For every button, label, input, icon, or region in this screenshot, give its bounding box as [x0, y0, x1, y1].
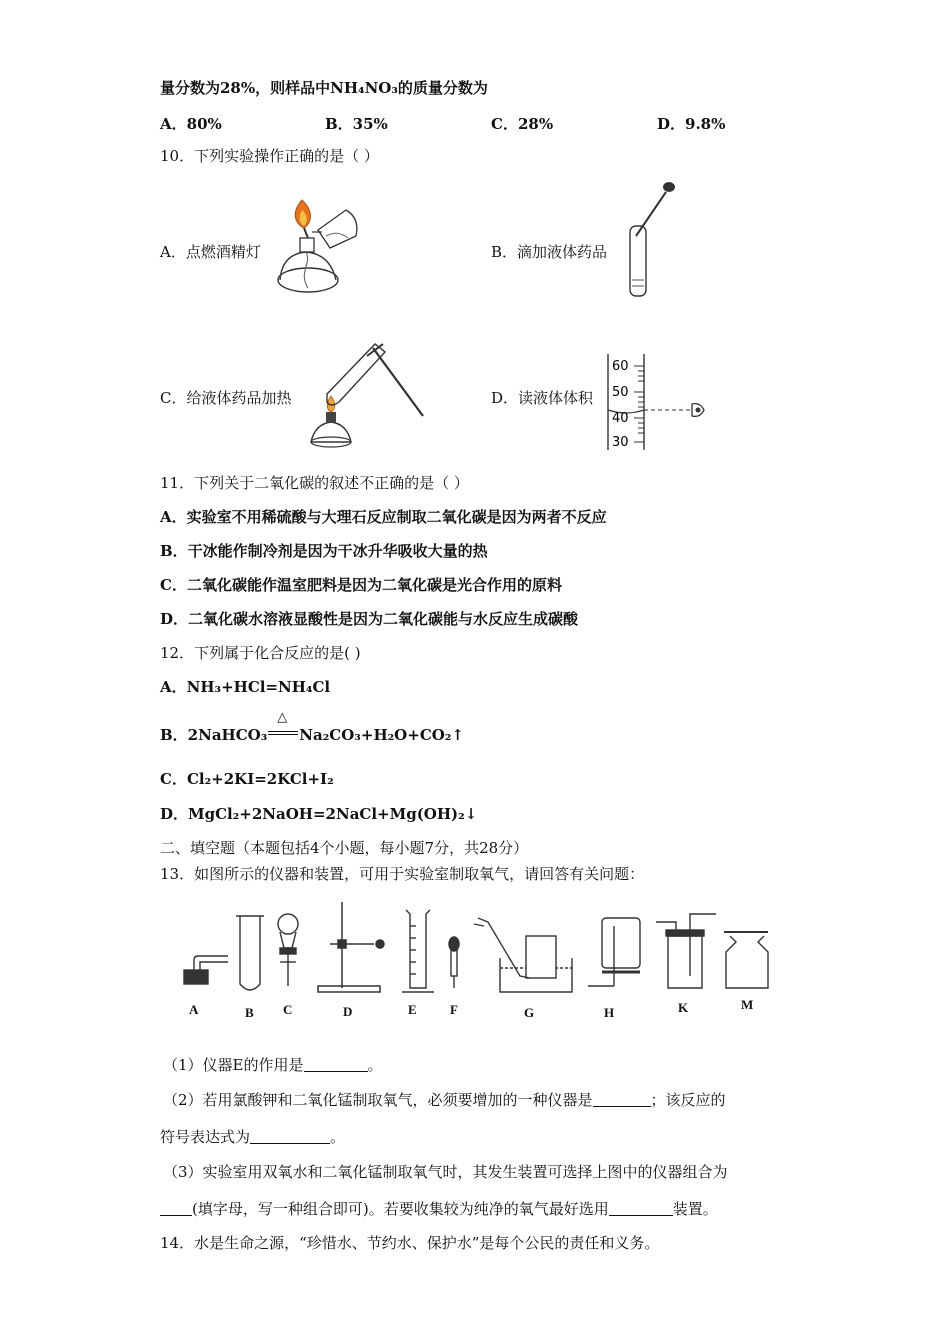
apparatus-a-stopper: [184, 956, 228, 984]
q12-option-d: D．MgCl₂+2NaOH=2NaCl+Mg(OH)₂↓: [160, 805, 478, 823]
apparatus-label-e: E: [408, 1002, 417, 1017]
q14-stem: 14．水是生命之源，“珍惜水、节约水、保护水”是每个公民的责任和义务。: [160, 1234, 660, 1252]
q13-part-3-line-1: （3）实验室用双氧水和二氧化锰制取氧气时，其发生装置可选择上图中的仪器组合为: [163, 1163, 728, 1181]
q11-option-c: C．二氧化碳能作温室肥料是因为二氧化碳是光合作用的原料: [160, 576, 562, 594]
q11-option-d: D．二氧化碳水溶液显酸性是因为二氧化碳能与水反应生成碳酸: [160, 610, 579, 628]
apparatus-f-dropper: [449, 937, 459, 988]
apparatus-d-iron-stand: [318, 902, 384, 992]
apparatus-g-water-trough: [474, 918, 572, 992]
q11-option-b: B．干冰能作制冷剂是因为干冰升华吸收大量的热: [160, 542, 488, 560]
lab-apparatus-illustration: [170, 896, 780, 1000]
q9-option-c: C．28%: [491, 115, 554, 133]
q13-part-1: （1）仪器E的作用是 。: [163, 1056, 383, 1074]
apparatus-label-b: B: [245, 1005, 254, 1020]
apparatus-k-bottle: [656, 914, 716, 988]
q12-option-a: A．NH₃+HCl=NH₄Cl: [160, 678, 331, 696]
answer-blank-2[interactable]: [593, 1092, 651, 1107]
dropper-test-tube-illustration: [620, 178, 680, 303]
q10-option-a: A．点燃酒精灯: [160, 243, 261, 261]
answer-blank-3[interactable]: [250, 1129, 330, 1144]
answer-blank-4[interactable]: [160, 1201, 192, 1216]
apparatus-m-gas-jar: [724, 932, 768, 988]
apparatus-label-g: G: [524, 1005, 535, 1020]
q13-part-3-line-2: (填字母，写一种组合即可)。若要收集较为纯净的氧气最好选用 装置。: [160, 1199, 718, 1219]
q12-b-products: Na₂CO₃+H₂O+CO₂↑: [299, 726, 464, 744]
q12-option-c: C．Cl₂+2KI=2KCl+I₂: [160, 770, 334, 788]
q10-option-c: C．给液体药品加热: [160, 389, 292, 407]
cylinder-tick-50: 50: [612, 385, 629, 400]
q10-option-d: D．读液体体积: [491, 389, 594, 407]
apparatus-label-k: K: [678, 1000, 689, 1015]
apparatus-b-test-tube: [236, 916, 264, 990]
alcohol-lamp-lighting-illustration: [268, 192, 363, 302]
q9-option-d: D．9.8%: [657, 115, 726, 133]
q9-option-a: A．80%: [160, 115, 222, 133]
apparatus-label-m: M: [741, 997, 754, 1012]
heat-triangle-icon: △: [277, 710, 288, 725]
q11-stem: 11．下列关于二氧化碳的叙述不正确的是（ ）: [160, 474, 469, 492]
answer-blank-1[interactable]: [304, 1057, 368, 1072]
q13-stem: 13．如图所示的仪器和装置，可用于实验室制取氧气，请回答有关问题：: [160, 865, 645, 883]
q13-part-2-line-2: 符号表达式为 。: [160, 1128, 346, 1146]
heating-test-tube-illustration: [305, 336, 430, 456]
q11-option-a: A．实验室不用稀硫酸与大理石反应制取二氧化碳是因为两者不反应: [160, 508, 607, 526]
apparatus-h-bottle: [588, 918, 640, 986]
q12-b-condition: [267, 710, 299, 745]
apparatus-label-a: A: [189, 1002, 199, 1017]
section-2-heading: 二、填空题（本题包括4个小题，每小题7分，共28分）: [160, 839, 529, 857]
apparatus-label-d: D: [343, 1004, 353, 1019]
q10-option-b: B．滴加液体药品: [491, 243, 608, 261]
q13-part-2-line-1: （2）若用氯酸钾和二氧化锰制取氧气，必须要增加的一种仪器是 ；该反应的: [163, 1091, 726, 1109]
answer-blank-5[interactable]: [609, 1201, 673, 1216]
q10-stem: 10．下列实验操作正确的是（ ）: [160, 147, 379, 165]
q9-line: 量分数为28%，则样品中NH₄NO₃的质量分数为: [160, 79, 488, 97]
graduated-cylinder-reading-illustration: [604, 352, 716, 452]
apparatus-label-f: F: [450, 1002, 458, 1017]
q9-option-b: B．35%: [325, 115, 388, 133]
q12-stem: 12．下列属于化合反应的是( ): [160, 644, 361, 662]
cylinder-tick-40: 40: [612, 411, 629, 426]
apparatus-e-measuring-cylinder: [402, 910, 434, 992]
apparatus-label-h: H: [604, 1005, 615, 1020]
apparatus-label-c: C: [283, 1002, 293, 1017]
apparatus-c-funnel: [278, 914, 298, 986]
cylinder-tick-60: 60: [612, 359, 629, 374]
q12-b-reactant: B．2NaHCO₃: [160, 726, 268, 744]
cylinder-tick-30: 30: [612, 435, 629, 450]
q12-option-b: [160, 710, 464, 745]
